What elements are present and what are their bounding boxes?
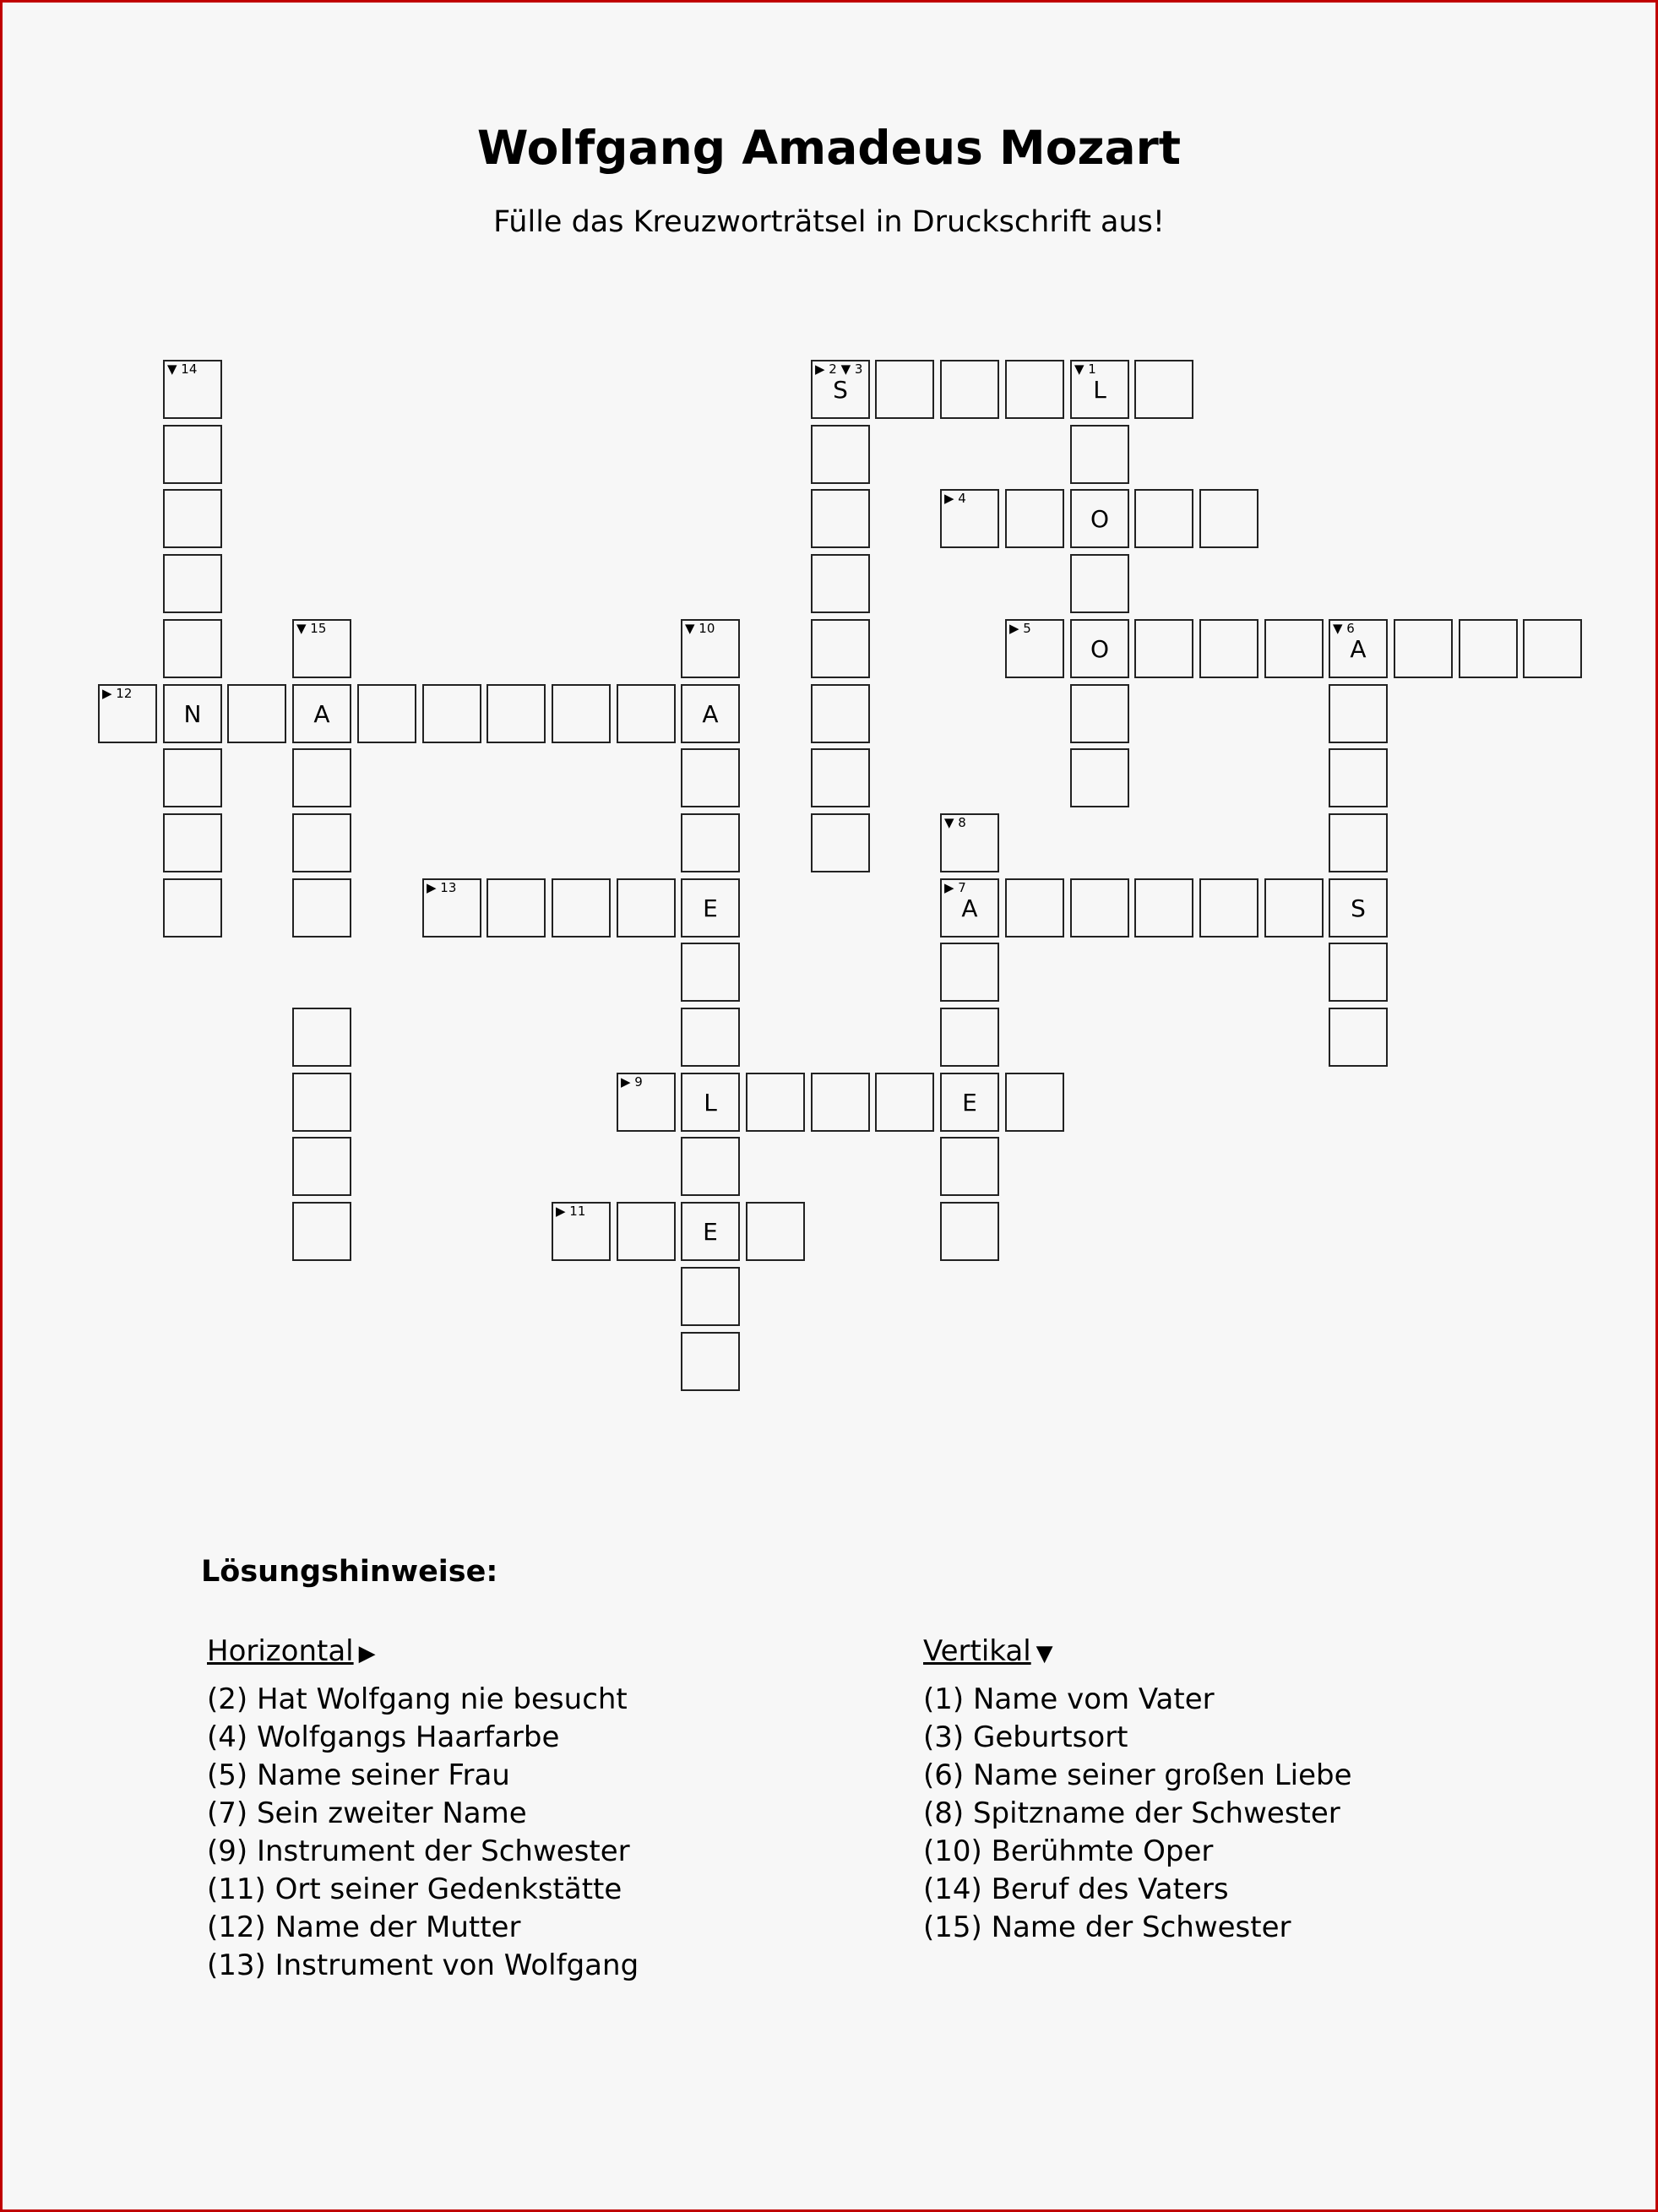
crossword-cell[interactable] bbox=[357, 684, 416, 743]
crossword-cell[interactable] bbox=[940, 489, 999, 548]
clue-down: (15) Name der Schwester bbox=[923, 1910, 1291, 1944]
crossword-cell[interactable] bbox=[681, 1137, 740, 1196]
cell-letter: S bbox=[1351, 894, 1366, 922]
crossword-cell[interactable] bbox=[811, 813, 870, 872]
crossword-cell[interactable] bbox=[681, 878, 740, 938]
crossword-cell[interactable] bbox=[811, 1073, 870, 1132]
crossword-cell[interactable] bbox=[1134, 360, 1193, 419]
crossword-cell[interactable] bbox=[1264, 878, 1324, 938]
crossword-cell[interactable] bbox=[1264, 619, 1324, 678]
crossword-cell[interactable] bbox=[487, 684, 546, 743]
crossword-cell[interactable] bbox=[1070, 554, 1129, 613]
cell-letter: E bbox=[962, 1088, 977, 1117]
crossword-cell[interactable] bbox=[163, 554, 222, 613]
crossword-cell[interactable] bbox=[163, 489, 222, 548]
clue-down: (1) Name vom Vater bbox=[923, 1682, 1215, 1716]
crossword-cell[interactable] bbox=[681, 943, 740, 1002]
crossword-cell[interactable] bbox=[617, 1202, 676, 1261]
cell-letter: A bbox=[961, 894, 978, 922]
clue-number: ▼ 1 bbox=[1074, 361, 1096, 377]
clue-across: (7) Sein zweiter Name bbox=[207, 1796, 527, 1830]
crossword-cell[interactable] bbox=[292, 1137, 351, 1196]
page-subtitle: Fülle das Kreuzworträtsel in Druckschrift aus! bbox=[493, 205, 1165, 239]
crossword-cell[interactable] bbox=[292, 878, 351, 938]
crossword-cell[interactable] bbox=[681, 813, 740, 872]
cell-letter: O bbox=[1090, 634, 1110, 663]
crossword-cell[interactable] bbox=[163, 360, 222, 419]
crossword-cell[interactable] bbox=[163, 619, 222, 678]
clue-across: (9) Instrument der Schwester bbox=[207, 1834, 630, 1868]
crossword-cell[interactable] bbox=[811, 748, 870, 807]
crossword-cell[interactable] bbox=[811, 489, 870, 548]
crossword-cell[interactable] bbox=[1329, 878, 1388, 938]
crossword-cell[interactable] bbox=[1329, 619, 1388, 678]
horizontal-heading-label: Horizontal bbox=[207, 1634, 354, 1668]
crossword-cell[interactable] bbox=[163, 813, 222, 872]
crossword-cell[interactable] bbox=[1329, 1008, 1388, 1067]
crossword-cell[interactable] bbox=[875, 1073, 934, 1132]
crossword-cell[interactable] bbox=[1070, 425, 1129, 484]
crossword-cell[interactable] bbox=[811, 360, 870, 419]
clue-number: ▼ 14 bbox=[167, 361, 198, 377]
clue-number: ▼ 6 bbox=[1333, 621, 1355, 636]
crossword-cell[interactable] bbox=[1459, 619, 1518, 678]
horizontal-heading bbox=[207, 1633, 639, 1672]
clue-number: ▶ 5 bbox=[1009, 621, 1031, 636]
crossword-cell[interactable] bbox=[681, 1008, 740, 1067]
crossword-cell[interactable] bbox=[292, 813, 351, 872]
crossword-cell[interactable] bbox=[681, 1073, 740, 1132]
clue-number: ▶ 11 bbox=[556, 1204, 586, 1219]
crossword-cell[interactable] bbox=[1005, 360, 1064, 419]
crossword-cell[interactable] bbox=[1199, 489, 1258, 548]
crossword-cell[interactable] bbox=[617, 878, 676, 938]
crossword-cell[interactable] bbox=[940, 1137, 999, 1196]
crossword-cell[interactable] bbox=[163, 684, 222, 743]
crossword-cell[interactable] bbox=[1070, 684, 1129, 743]
crossword-cell[interactable] bbox=[1329, 813, 1388, 872]
crossword-cell[interactable] bbox=[1329, 684, 1388, 743]
crossword-cell[interactable] bbox=[681, 1332, 740, 1391]
crossword-cell[interactable] bbox=[292, 619, 351, 678]
crossword-cell[interactable] bbox=[292, 684, 351, 743]
crossword-cell[interactable] bbox=[1070, 878, 1129, 938]
cell-letter: S bbox=[833, 375, 848, 404]
clue-number: ▼ 8 bbox=[944, 815, 966, 830]
crossword-cell[interactable] bbox=[811, 554, 870, 613]
crossword-cell[interactable] bbox=[292, 1202, 351, 1261]
crossword-cell[interactable] bbox=[940, 1073, 999, 1132]
clue-number: ▶ 12 bbox=[102, 686, 133, 701]
crossword-cell[interactable] bbox=[617, 684, 676, 743]
crossword-cell[interactable] bbox=[811, 684, 870, 743]
page-title: Wolfgang Amadeus Mozart bbox=[476, 121, 1182, 175]
cell-letter: E bbox=[703, 1217, 718, 1246]
clue-across: (2) Hat Wolfgang nie besucht bbox=[207, 1682, 628, 1716]
crossword-cell[interactable] bbox=[227, 684, 286, 743]
hints-title: Lösungshinweise: bbox=[201, 1555, 498, 1589]
crossword-grid bbox=[3, 3, 1655, 1438]
crossword-cell[interactable] bbox=[163, 748, 222, 807]
crossword-cell[interactable] bbox=[746, 1202, 805, 1261]
clue-number: ▼ 15 bbox=[296, 621, 327, 636]
clue-down: (14) Beruf des Vaters bbox=[923, 1872, 1229, 1906]
crossword-cell[interactable] bbox=[940, 1202, 999, 1261]
crossword-cell[interactable] bbox=[681, 1202, 740, 1261]
crossword-cell[interactable] bbox=[552, 1202, 611, 1261]
arrow-down-icon: ▼ bbox=[1036, 1641, 1053, 1666]
crossword-cell[interactable] bbox=[1134, 878, 1193, 938]
vertical-clues bbox=[923, 1633, 1352, 1947]
clue-across: (12) Name der Mutter bbox=[207, 1910, 521, 1944]
crossword-cell[interactable] bbox=[163, 425, 222, 484]
clue-down: (6) Name seiner großen Liebe bbox=[923, 1758, 1352, 1792]
crossword-cell[interactable] bbox=[1523, 619, 1582, 678]
clue-across: (13) Instrument von Wolfgang bbox=[207, 1948, 639, 1982]
clue-number: ▶ 9 bbox=[621, 1074, 643, 1090]
cell-letter: A bbox=[313, 699, 330, 728]
crossword-cell[interactable] bbox=[746, 1073, 805, 1132]
crossword-cell[interactable] bbox=[1070, 748, 1129, 807]
crossword-cell[interactable] bbox=[292, 1073, 351, 1132]
crossword-cell[interactable] bbox=[681, 684, 740, 743]
clue-across: (11) Ort seiner Gedenkstätte bbox=[207, 1872, 622, 1906]
crossword-cell[interactable] bbox=[1199, 619, 1258, 678]
crossword-cell[interactable] bbox=[1005, 1073, 1064, 1132]
crossword-cell[interactable] bbox=[552, 878, 611, 938]
crossword-cell[interactable] bbox=[1134, 489, 1193, 548]
clue-number: ▶ 2 ▼ 3 bbox=[815, 361, 863, 377]
crossword-cell[interactable] bbox=[1005, 489, 1064, 548]
crossword-cell[interactable] bbox=[1070, 360, 1129, 419]
clue-across: (5) Name seiner Frau bbox=[207, 1758, 510, 1792]
clue-down: (10) Berühmte Oper bbox=[923, 1834, 1214, 1868]
crossword-cell[interactable] bbox=[1070, 489, 1129, 548]
cell-letter: L bbox=[1093, 375, 1106, 404]
crossword-cell[interactable] bbox=[940, 878, 999, 938]
crossword-cell[interactable] bbox=[1199, 878, 1258, 938]
crossword-cell[interactable] bbox=[422, 878, 481, 938]
crossword-cell[interactable] bbox=[1005, 878, 1064, 938]
crossword-cell[interactable] bbox=[292, 1008, 351, 1067]
crossword-cell[interactable] bbox=[811, 619, 870, 678]
crossword-cell[interactable] bbox=[940, 943, 999, 1002]
crossword-cell[interactable] bbox=[292, 748, 351, 807]
crossword-cell[interactable] bbox=[1394, 619, 1453, 678]
horizontal-clues bbox=[207, 1633, 639, 1985]
crossword-cell[interactable] bbox=[875, 360, 934, 419]
clue-number: ▶ 7 bbox=[944, 880, 966, 895]
crossword-cell[interactable] bbox=[422, 684, 481, 743]
clue-down: (8) Spitzname der Schwester bbox=[923, 1796, 1340, 1830]
clue-across: (4) Wolfgangs Haarfarbe bbox=[207, 1720, 560, 1754]
crossword-cell[interactable] bbox=[811, 425, 870, 484]
clue-down: (3) Geburtsort bbox=[923, 1720, 1128, 1754]
cell-letter: N bbox=[183, 699, 202, 728]
cell-letter: O bbox=[1090, 504, 1110, 533]
crossword-cell[interactable] bbox=[617, 1073, 676, 1132]
crossword-cell[interactable] bbox=[1329, 748, 1388, 807]
crossword-cell[interactable] bbox=[1134, 619, 1193, 678]
cell-letter: A bbox=[702, 699, 719, 728]
crossword-cell[interactable] bbox=[681, 748, 740, 807]
crossword-cell[interactable] bbox=[552, 684, 611, 743]
crossword-cell[interactable] bbox=[940, 1008, 999, 1067]
vertical-heading-label: Vertikal bbox=[923, 1634, 1031, 1668]
crossword-cell[interactable] bbox=[98, 684, 157, 743]
crossword-cell[interactable] bbox=[1329, 943, 1388, 1002]
crossword-cell[interactable] bbox=[487, 878, 546, 938]
clue-number: ▶ 4 bbox=[944, 491, 966, 506]
crossword-cell[interactable] bbox=[681, 619, 740, 678]
cell-letter: A bbox=[1350, 634, 1367, 663]
crossword-cell[interactable] bbox=[1005, 619, 1064, 678]
vertical-heading bbox=[923, 1633, 1352, 1672]
crossword-cell[interactable] bbox=[163, 878, 222, 938]
crossword-cell[interactable] bbox=[940, 813, 999, 872]
cell-letter: L bbox=[704, 1088, 717, 1117]
crossword-cell[interactable] bbox=[1070, 619, 1129, 678]
clue-number: ▼ 10 bbox=[685, 621, 715, 636]
crossword-cell[interactable] bbox=[681, 1267, 740, 1326]
crossword-cell[interactable] bbox=[940, 360, 999, 419]
clue-number: ▶ 13 bbox=[427, 880, 457, 895]
arrow-right-icon: ▶ bbox=[358, 1641, 376, 1666]
cell-letter: E bbox=[703, 894, 718, 922]
